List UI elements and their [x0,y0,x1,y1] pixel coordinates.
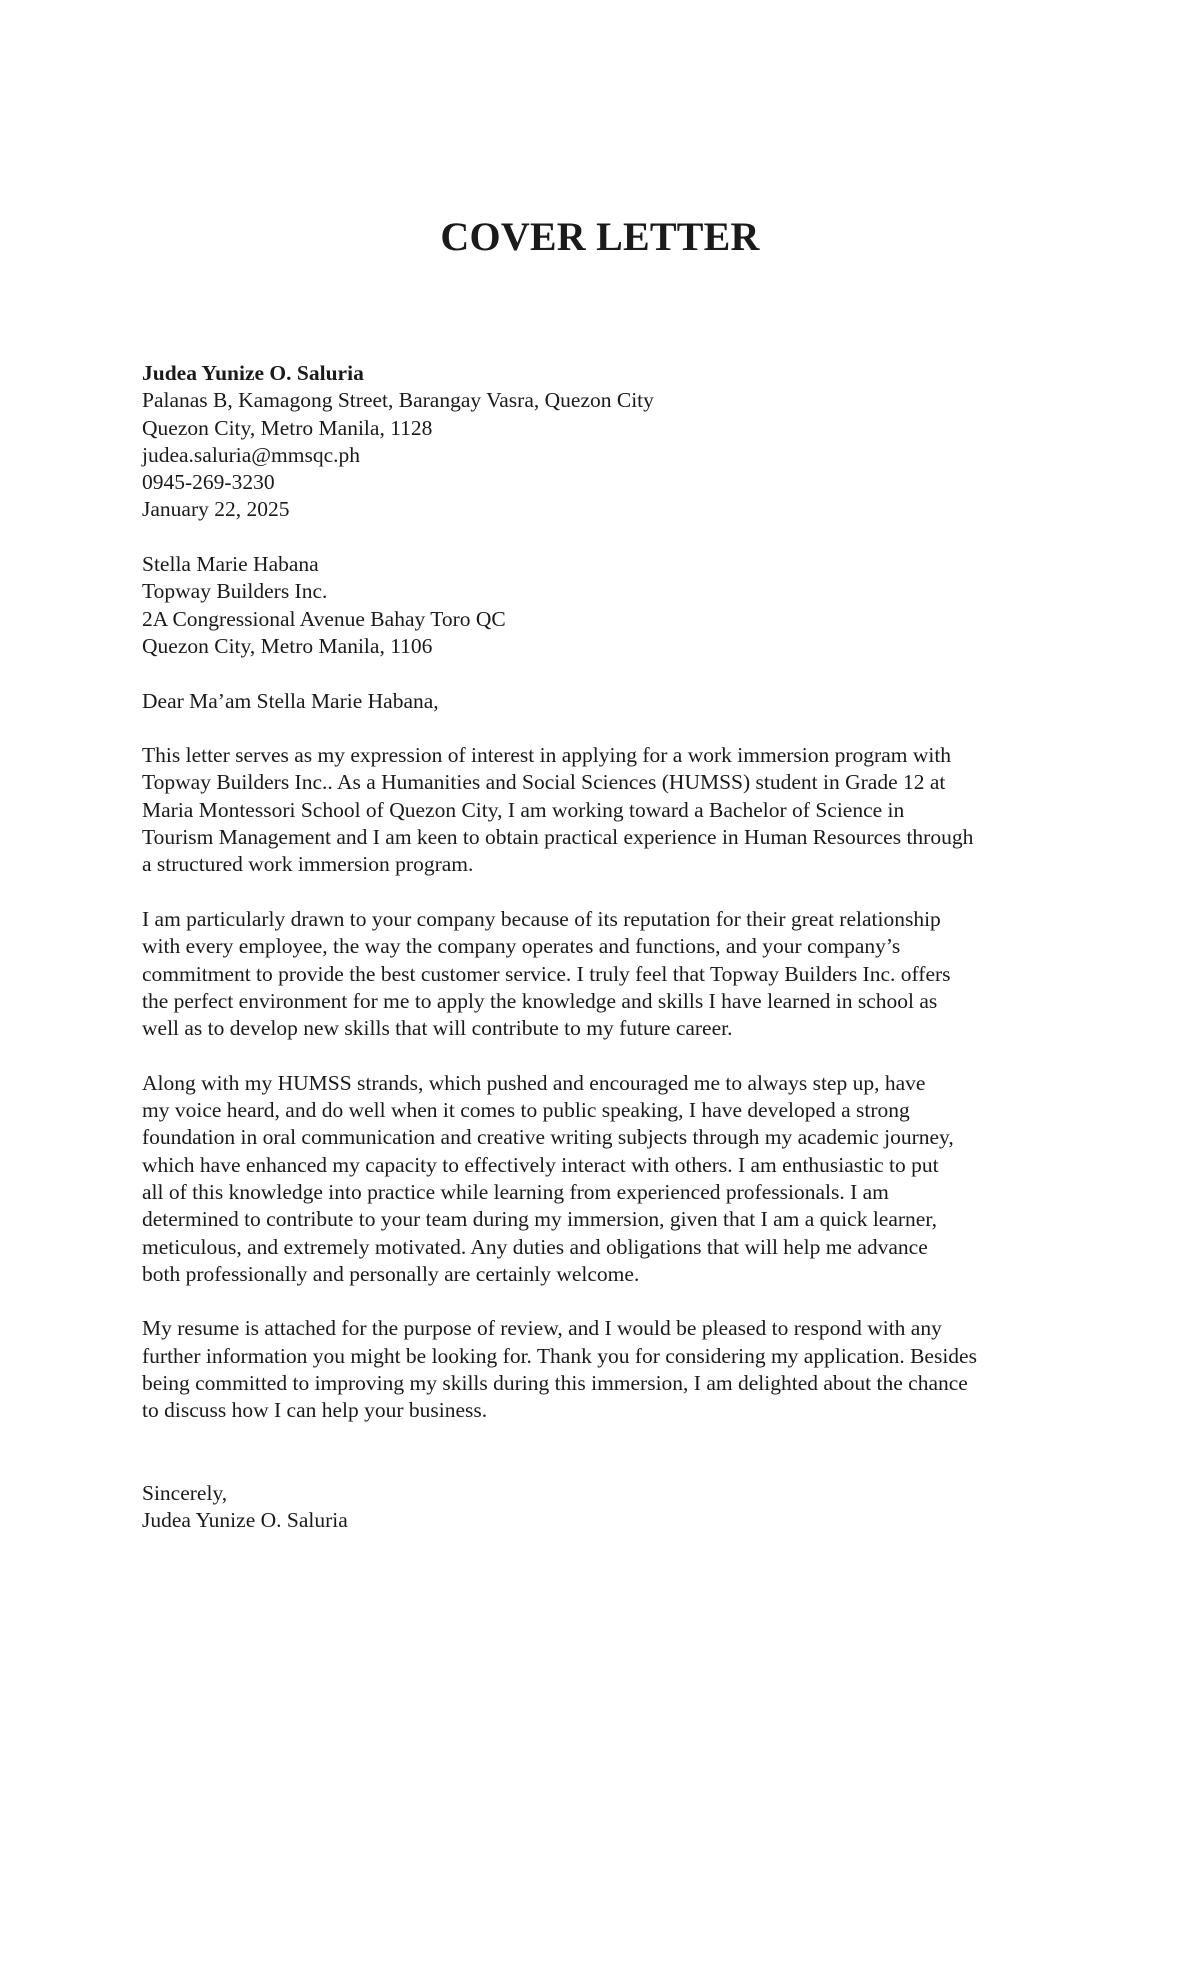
spacer [142,660,1082,687]
paragraph-line: Tourism Management and I am keen to obtain practical experience in Human Resources through [142,825,974,850]
page-title: COVER LETTER [440,214,760,259]
spacer [142,1042,1082,1069]
paragraph-line: a structured work immersion program. [142,852,474,877]
sender-phone: 0945-269-3230 [142,470,275,495]
sender-address-line1: Palanas B, Kamagong Street, Barangay Vasra, Quezon City [142,388,654,413]
spacer [142,524,1082,551]
closing: Sincerely, [142,1480,228,1505]
paragraph-line: meticulous, and extremely motivated. Any duties and obligations that will help me advance [142,1234,928,1259]
paragraph-line: further information you might be looking for. Thank you for considering my application. Besides [142,1343,977,1368]
salutation: Dear Ma’am Stella Marie Habana, [142,688,439,713]
paragraph-line: with every employee, the way the company operates and functions, and your company’s [142,934,901,959]
sender-email: judea.saluria@mmsqc.ph [142,442,361,467]
recipient-name: Stella Marie Habana [142,552,319,577]
paragraph-line: Maria Montessori School of Quezon City, I am working toward a Bachelor of Science in [142,797,905,822]
recipient-address-line2: Quezon City, Metro Manila, 1106 [142,633,433,658]
paragraph-line: which have enhanced my capacity to effectively interact with others. I am enthusiastic to put [142,1152,939,1177]
paragraph-line: My resume is attached for the purpose of review, and I would be pleased to respond with any [142,1316,942,1341]
paragraph-closing [142,1315,1082,1424]
paragraph-line: both professionally and personally are certainly welcome. [142,1261,640,1286]
spacer [142,1425,1082,1480]
signoff-block [142,1480,1082,1535]
paragraph-line: commitment to provide the best customer service. I truly feel that Topway Builders Inc. offers [142,961,951,986]
paragraph-line: well as to develop new skills that will contribute to my future career. [142,1016,733,1041]
paragraph-line: the perfect environment for me to apply the knowledge and skills I have learned in school as [142,988,938,1013]
paragraph-line: I am particularly drawn to your company because of its reputation for their great relationship [142,906,941,931]
paragraph-line: my voice heard, and do well when it comes to public speaking, I have developed a strong [142,1098,910,1123]
paragraph-line: Topway Builders Inc.. As a Humanities and Social Sciences (HUMSS) student in Grade 12 at [142,770,946,795]
paragraph-line: Along with my HUMSS strands, which pushed and encouraged me to always step up, have [142,1070,926,1095]
paragraph-line: This letter serves as my expression of interest in applying for a work immersion program with [142,743,952,768]
letter-body [142,360,1082,1534]
spacer [142,879,1082,906]
sender-address-line2: Quezon City, Metro Manila, 1128 [142,415,433,440]
paragraph-company-interest [142,906,1082,1042]
spacer [142,1288,1082,1315]
letter-date: January 22, 2025 [142,497,290,522]
paragraph-line: to discuss how I can help your business. [142,1398,488,1423]
paragraph-line: foundation in oral communication and creative writing subjects through my academic journey, [142,1125,954,1150]
sender-block [142,360,1082,524]
paragraph-line: being committed to improving my skills during this immersion, I am delighted about the chance [142,1370,968,1395]
recipient-address-line1: 2A Congressional Avenue Bahay Toro QC [142,606,506,631]
sender-name: Judea Yunize O. Saluria [142,361,364,385]
recipient-company: Topway Builders Inc. [142,579,328,604]
paragraph-skills [142,1070,1082,1288]
signature-name: Judea Yunize O. Saluria [142,1507,348,1532]
recipient-block [142,551,1082,660]
paragraph-intro [142,742,1082,878]
spacer [142,715,1082,742]
paragraph-line: all of this knowledge into practice while learning from experienced professionals. I am [142,1179,889,1204]
paragraph-line: determined to contribute to your team during my immersion, given that I am a quick learner, [142,1207,938,1232]
